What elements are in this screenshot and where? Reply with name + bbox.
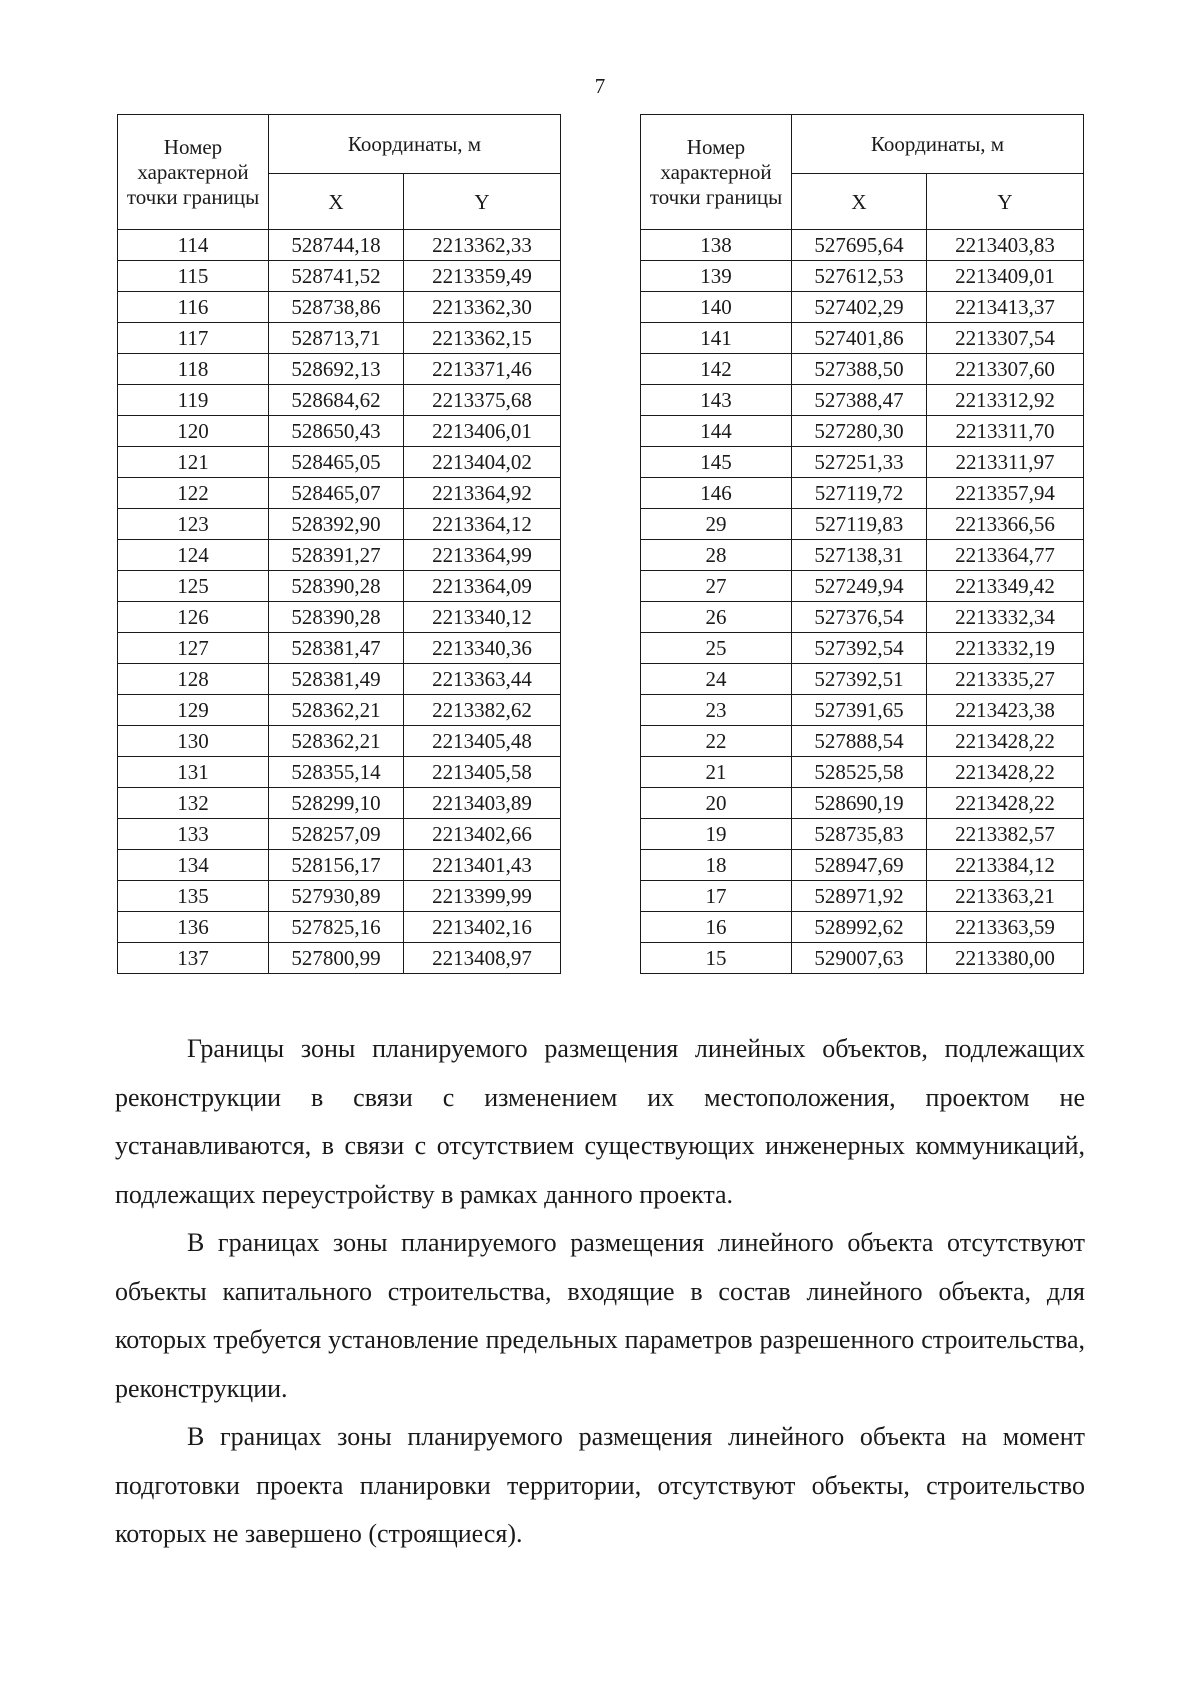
cell-point-number: 144 <box>641 416 792 447</box>
cell-point-number: 25 <box>641 633 792 664</box>
cell-x: 527392,54 <box>792 633 927 664</box>
table-row <box>641 726 1084 757</box>
table-row <box>641 478 1084 509</box>
cell-point-number: 136 <box>118 912 269 943</box>
cell-point-number: 117 <box>118 323 269 354</box>
cell-point-number: 135 <box>118 881 269 912</box>
table-row <box>641 261 1084 292</box>
cell-y: 2213406,01 <box>404 416 561 447</box>
table-row <box>641 354 1084 385</box>
cell-x: 528713,71 <box>269 323 404 354</box>
cell-x: 527402,29 <box>792 292 927 323</box>
table-row <box>641 292 1084 323</box>
table-row <box>641 850 1084 881</box>
cell-x: 528465,05 <box>269 447 404 478</box>
table-row <box>118 385 561 416</box>
cell-y: 2213307,54 <box>927 323 1084 354</box>
cell-point-number: 127 <box>118 633 269 664</box>
cell-x: 528381,49 <box>269 664 404 695</box>
cell-point-number: 24 <box>641 664 792 695</box>
paragraph: Границы зоны планируемого размещения линейных объектов, подлежащих реконструкции в связи с изменением их местоположения, проектом не устанавливаются, в связи с отсутствием существующих инженерных коммуникаций, подлежащих переустройству в рамках данного проекта. <box>115 1034 1085 1209</box>
cell-y: 2213382,62 <box>404 695 561 726</box>
cell-point-number: 124 <box>118 540 269 571</box>
cell-x: 527376,54 <box>792 602 927 633</box>
table-row <box>118 819 561 850</box>
cell-y: 2213312,92 <box>927 385 1084 416</box>
cell-point-number: 17 <box>641 881 792 912</box>
table-row <box>118 912 561 943</box>
cell-x: 529007,63 <box>792 943 927 974</box>
table-row <box>118 230 561 261</box>
cell-y: 2213363,44 <box>404 664 561 695</box>
cell-point-number: 126 <box>118 602 269 633</box>
table-row <box>641 788 1084 819</box>
cell-x: 527388,47 <box>792 385 927 416</box>
cell-point-number: 137 <box>118 943 269 974</box>
table-row <box>641 323 1084 354</box>
table-row <box>641 943 1084 974</box>
table-row <box>641 664 1084 695</box>
table-row <box>118 540 561 571</box>
table-row <box>118 261 561 292</box>
cell-y: 2213384,12 <box>927 850 1084 881</box>
cell-y: 2213362,33 <box>404 230 561 261</box>
cell-y: 2213382,57 <box>927 819 1084 850</box>
cell-y: 2213335,27 <box>927 664 1084 695</box>
table-row <box>641 912 1084 943</box>
cell-x: 527280,30 <box>792 416 927 447</box>
cell-y: 2213413,37 <box>927 292 1084 323</box>
table-body <box>641 230 1084 974</box>
header-y: Y <box>927 174 1084 230</box>
cell-y: 2213409,01 <box>927 261 1084 292</box>
cell-y: 2213364,12 <box>404 509 561 540</box>
cell-x: 528744,18 <box>269 230 404 261</box>
cell-y: 2213362,15 <box>404 323 561 354</box>
cell-x: 528391,27 <box>269 540 404 571</box>
table-row <box>118 416 561 447</box>
cell-y: 2213428,22 <box>927 757 1084 788</box>
cell-x: 528692,13 <box>269 354 404 385</box>
table-row <box>641 571 1084 602</box>
cell-y: 2213404,02 <box>404 447 561 478</box>
header-y: Y <box>404 174 561 230</box>
cell-y: 2213428,22 <box>927 788 1084 819</box>
table-row <box>118 881 561 912</box>
cell-x: 528257,09 <box>269 819 404 850</box>
cell-x: 527825,16 <box>269 912 404 943</box>
header-point-number: Номер характерной точки границы <box>118 115 269 230</box>
cell-point-number: 139 <box>641 261 792 292</box>
cell-point-number: 120 <box>118 416 269 447</box>
page-number: 7 <box>594 74 606 98</box>
cell-point-number: 146 <box>641 478 792 509</box>
table-row <box>641 540 1084 571</box>
table-row <box>641 416 1084 447</box>
cell-point-number: 115 <box>118 261 269 292</box>
table-body <box>118 230 561 974</box>
cell-point-number: 119 <box>118 385 269 416</box>
cell-point-number: 132 <box>118 788 269 819</box>
cell-point-number: 128 <box>118 664 269 695</box>
cell-x: 528390,28 <box>269 571 404 602</box>
cell-y: 2213366,56 <box>927 509 1084 540</box>
cell-point-number: 142 <box>641 354 792 385</box>
cell-y: 2213311,70 <box>927 416 1084 447</box>
cell-y: 2213332,19 <box>927 633 1084 664</box>
cell-point-number: 143 <box>641 385 792 416</box>
cell-y: 2213364,09 <box>404 571 561 602</box>
cell-x: 528684,62 <box>269 385 404 416</box>
cell-x: 527249,94 <box>792 571 927 602</box>
table-row <box>118 943 561 974</box>
cell-point-number: 28 <box>641 540 792 571</box>
header-coordinates: Координаты, м <box>269 115 561 174</box>
cell-x: 528392,90 <box>269 509 404 540</box>
cell-y: 2213340,36 <box>404 633 561 664</box>
cell-y: 2213363,59 <box>927 912 1084 943</box>
table-row <box>118 323 561 354</box>
cell-x: 528525,58 <box>792 757 927 788</box>
cell-point-number: 23 <box>641 695 792 726</box>
coordinates-table-left <box>117 114 561 974</box>
cell-point-number: 116 <box>118 292 269 323</box>
cell-point-number: 19 <box>641 819 792 850</box>
cell-y: 2213364,92 <box>404 478 561 509</box>
cell-point-number: 29 <box>641 509 792 540</box>
cell-y: 2213362,30 <box>404 292 561 323</box>
table-row <box>641 602 1084 633</box>
cell-y: 2213405,48 <box>404 726 561 757</box>
cell-point-number: 123 <box>118 509 269 540</box>
cell-x: 527391,65 <box>792 695 927 726</box>
cell-y: 2213375,68 <box>404 385 561 416</box>
cell-x: 527251,33 <box>792 447 927 478</box>
cell-y: 2213363,21 <box>927 881 1084 912</box>
cell-point-number: 125 <box>118 571 269 602</box>
table-row <box>641 509 1084 540</box>
cell-y: 2213399,99 <box>404 881 561 912</box>
table-row <box>118 354 561 385</box>
paragraph: В границах зоны планируемого размещения линейного объекта отсутствуют объекты капитального строительства, входящие в состав линейного объекта, для которых требуется установление предельных параметров разрешенного строительства, реконструкции. <box>115 1228 1085 1403</box>
cell-x: 528156,17 <box>269 850 404 881</box>
cell-point-number: 21 <box>641 757 792 788</box>
cell-point-number: 140 <box>641 292 792 323</box>
cell-point-number: 122 <box>118 478 269 509</box>
cell-y: 2213380,00 <box>927 943 1084 974</box>
cell-point-number: 26 <box>641 602 792 633</box>
table-row <box>118 788 561 819</box>
cell-y: 2213359,49 <box>404 261 561 292</box>
cell-point-number: 121 <box>118 447 269 478</box>
cell-point-number: 130 <box>118 726 269 757</box>
table-row <box>118 447 561 478</box>
cell-y: 2213340,12 <box>404 602 561 633</box>
table-row <box>641 447 1084 478</box>
cell-x: 528381,47 <box>269 633 404 664</box>
table-row <box>118 850 561 881</box>
cell-x: 528690,19 <box>792 788 927 819</box>
cell-x: 527388,50 <box>792 354 927 385</box>
table-row <box>641 819 1084 850</box>
cell-x: 528299,10 <box>269 788 404 819</box>
table-row <box>118 757 561 788</box>
cell-point-number: 118 <box>118 354 269 385</box>
header-x: X <box>269 174 404 230</box>
cell-x: 528971,92 <box>792 881 927 912</box>
header-coordinates: Координаты, м <box>792 115 1084 174</box>
cell-x: 527392,51 <box>792 664 927 695</box>
cell-y: 2213332,34 <box>927 602 1084 633</box>
table-row <box>641 695 1084 726</box>
cell-x: 527119,83 <box>792 509 927 540</box>
cell-point-number: 15 <box>641 943 792 974</box>
cell-x: 527401,86 <box>792 323 927 354</box>
cell-point-number: 20 <box>641 788 792 819</box>
cell-y: 2213428,22 <box>927 726 1084 757</box>
cell-point-number: 134 <box>118 850 269 881</box>
cell-x: 528992,62 <box>792 912 927 943</box>
cell-x: 527119,72 <box>792 478 927 509</box>
cell-x: 528465,07 <box>269 478 404 509</box>
cell-y: 2213401,43 <box>404 850 561 881</box>
cell-x: 527695,64 <box>792 230 927 261</box>
cell-point-number: 131 <box>118 757 269 788</box>
cell-y: 2213403,83 <box>927 230 1084 261</box>
cell-point-number: 16 <box>641 912 792 943</box>
header-point-number: Номер характерной точки границы <box>641 115 792 230</box>
cell-point-number: 27 <box>641 571 792 602</box>
body-text <box>115 1025 1085 1559</box>
cell-y: 2213371,46 <box>404 354 561 385</box>
paragraph: В границах зоны планируемого размещения линейного объекта на момент подготовки проекта планировки территории, отсутствуют объекты, строительство которых не завершено (строящиеся). <box>115 1422 1085 1548</box>
table-row <box>118 602 561 633</box>
table-row <box>641 757 1084 788</box>
cell-y: 2213307,60 <box>927 354 1084 385</box>
table-row <box>118 478 561 509</box>
cell-x: 527612,53 <box>792 261 927 292</box>
cell-x: 527888,54 <box>792 726 927 757</box>
cell-x: 528650,43 <box>269 416 404 447</box>
table-row <box>118 509 561 540</box>
table-row <box>641 633 1084 664</box>
table-row <box>118 571 561 602</box>
cell-point-number: 133 <box>118 819 269 850</box>
cell-x: 527930,89 <box>269 881 404 912</box>
cell-point-number: 114 <box>118 230 269 261</box>
cell-point-number: 145 <box>641 447 792 478</box>
coordinates-table-right <box>640 114 1084 974</box>
cell-y: 2213403,89 <box>404 788 561 819</box>
cell-point-number: 22 <box>641 726 792 757</box>
table-row <box>641 385 1084 416</box>
table-row <box>118 664 561 695</box>
cell-y: 2213402,66 <box>404 819 561 850</box>
cell-y: 2213402,16 <box>404 912 561 943</box>
cell-x: 528390,28 <box>269 602 404 633</box>
cell-x: 528362,21 <box>269 726 404 757</box>
cell-x: 528735,83 <box>792 819 927 850</box>
table-row <box>641 230 1084 261</box>
cell-y: 2213311,97 <box>927 447 1084 478</box>
cell-x: 528738,86 <box>269 292 404 323</box>
cell-y: 2213423,38 <box>927 695 1084 726</box>
cell-y: 2213349,42 <box>927 571 1084 602</box>
table-row <box>641 881 1084 912</box>
cell-y: 2213408,97 <box>404 943 561 974</box>
table-row <box>118 726 561 757</box>
cell-y: 2213364,77 <box>927 540 1084 571</box>
table-row <box>118 292 561 323</box>
cell-x: 527138,31 <box>792 540 927 571</box>
cell-y: 2213364,99 <box>404 540 561 571</box>
cell-x: 528741,52 <box>269 261 404 292</box>
cell-point-number: 129 <box>118 695 269 726</box>
cell-x: 528355,14 <box>269 757 404 788</box>
header-x: X <box>792 174 927 230</box>
cell-x: 528947,69 <box>792 850 927 881</box>
table-row <box>118 633 561 664</box>
cell-y: 2213357,94 <box>927 478 1084 509</box>
cell-y: 2213405,58 <box>404 757 561 788</box>
cell-point-number: 18 <box>641 850 792 881</box>
table-row <box>118 695 561 726</box>
cell-point-number: 141 <box>641 323 792 354</box>
cell-point-number: 138 <box>641 230 792 261</box>
cell-x: 528362,21 <box>269 695 404 726</box>
cell-x: 527800,99 <box>269 943 404 974</box>
